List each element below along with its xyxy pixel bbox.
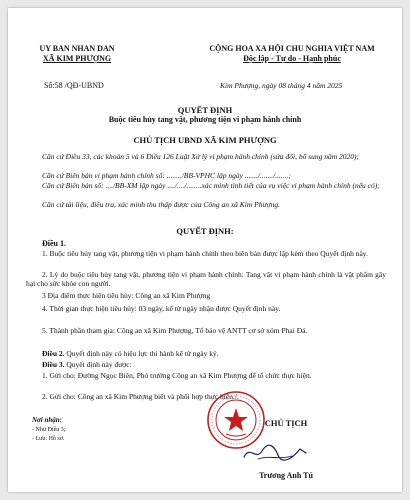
country-name: CỘNG HOA XA HỘI CHU NGHIA VIỆT NAM [209,44,375,53]
recipients-label: Nơi nhận: [32,416,63,424]
article2-label: Điều 2. [42,349,65,358]
place-date: Kim Phượng, ngày 08 tháng 4 năm 2025 [220,81,343,90]
national-motto: Độc lập - Tự do - Hạnh phúc [243,54,341,63]
article3-item1: 1. Gửi cho: Đường Ngọc Biên, Phó trưởng Công an xã Kim Phượng để tổ chức thực hiện. [42,371,312,380]
recipient-item: - Lưu: Hồ sơ. [32,436,65,442]
article3-item2: 2. Gửi cho: Công an xã Kim Phượng biết và phối hợp thực hiện./. [42,392,239,401]
org-line2: XÃ KIM PHƯỢNG [42,54,112,63]
article1-item2: 2. Lý do buộc tiêu hủy tang vật, phương tiện vi phạm hành chính: Tang vật vi phạm hành chính là vật phẩm gây hại cho sức khỏe con người. [26,270,386,289]
article3-text: Quyết định này được: [64,360,132,369]
org-line1: UY BAN NHAN DAN [39,44,115,53]
legal-basis-2: Căn cứ Biên bản vi phạm hành chính số: ......../BB-VPHC lập ngày ......./......./.......; [42,171,291,180]
signature-title: CHỦ TỊCH [264,418,308,428]
article3 [26,360,386,369]
legal-basis-1: Căn cứ Điều 33, các khoản 5 và 6 Điều 126 Luật Xử lý vi phạm hành chính (sửa đổi, bổ sung năm 2020); [42,152,360,161]
article1-item3: 3 Địa điểm thực hiện tiêu hủy: Công an xã Kim Phượng [42,291,211,300]
legal-basis-4: Căn cứ tài liệu, điều tra, xác minh thu thập được của Công an xã Kim Phượng. [42,200,280,209]
decision-subtitle: Buộc tiêu hủy tang vật, phương tiện vi phạm hành chính [108,115,302,124]
article1-item4: 4. Thời gian thực hiện tiêu hủy: 03 ngày, kể từ ngày nhận được Quyết định này. [42,304,281,313]
article1-item5: 5. Thành phần tham gia: Công an xã Kim Phượng, Tổ bảo vệ ANTT cơ sở xóm Phai Đá. [42,326,308,335]
handwritten-signature-icon [240,441,310,463]
article1-label: Điều 1. [42,239,66,248]
decision-title: QUYẾT ĐỊNH [177,105,233,115]
decision-heading: QUYẾT ĐỊNH: [176,226,234,236]
document-number: Số:58 /QĐ-UBND [44,81,104,90]
article2-text: Quyết định này có hiệu lực thi hành kể từ ngày ký. [64,349,219,358]
article2 [26,349,386,358]
signer-name: Trương Anh Tú [259,471,313,480]
article3-label: Điều 3. [42,360,65,369]
legal-basis-3: Căn cứ Biên bản số: ..../BB-XM lập ngày ..../..../........xác minh tình tiết của vụ việc vi phạm hành chính (nếu có); [42,181,380,190]
document-page [8,8,402,492]
recipient-item: - Như Điều 3; [32,427,66,433]
authority-heading: CHỦ TỊCH UBND XÃ KIM PHƯỢNG [133,135,277,145]
article1-item1: 1. Buộc tiêu hủy tang vật, phương tiện vi phạm hành chính theo biên bản được lập kèm theo Quyết định này. [42,249,368,258]
